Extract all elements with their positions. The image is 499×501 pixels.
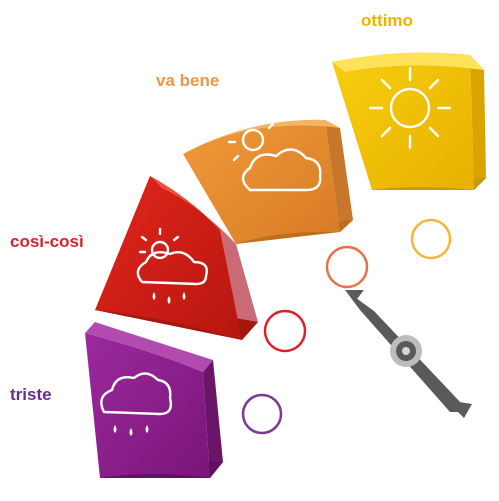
segment-triste[interactable] (85, 322, 223, 478)
label-cosi-cosi: così-così (10, 232, 84, 251)
pointer-needle[interactable] (345, 290, 472, 418)
selector-cosi-cosi[interactable] (265, 311, 305, 351)
label-ottimo: ottimo (361, 11, 413, 30)
pivot-center (402, 347, 410, 355)
selector-ottimo[interactable] (412, 220, 450, 258)
label-triste: triste (10, 385, 52, 404)
label-va-bene: va bene (156, 71, 220, 90)
segment-ottimo[interactable] (332, 53, 486, 190)
selector-va-bene[interactable] (327, 247, 367, 287)
selector-triste[interactable] (243, 395, 281, 433)
